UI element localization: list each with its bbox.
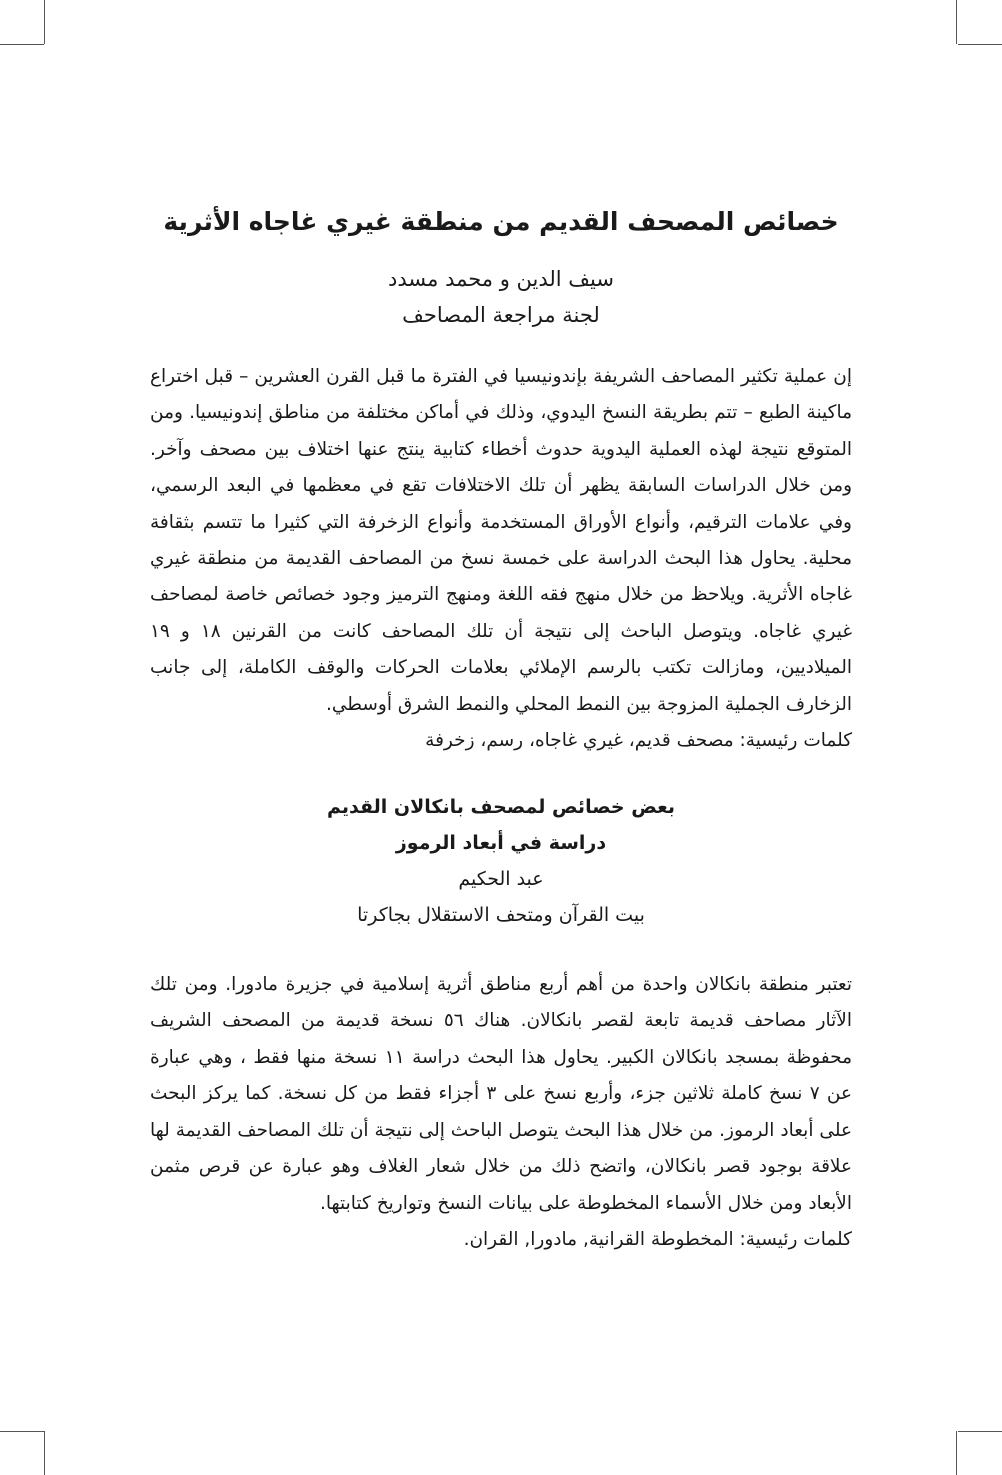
article2-affiliation: بيت القرآن ومتحف الاستقلال بجاكرتا bbox=[357, 904, 645, 927]
crop-mark-bottom-right bbox=[956, 1431, 957, 1475]
article1-byline bbox=[150, 261, 852, 333]
crop-mark-top-right bbox=[956, 0, 957, 44]
crop-mark-right-bottom bbox=[958, 1431, 1002, 1432]
article1-affiliation: لجنة مراجعة المصاحف bbox=[402, 303, 600, 327]
crop-mark-left-bottom bbox=[0, 1431, 44, 1432]
article2-author: عبد الحكيم bbox=[458, 868, 544, 891]
article1-abstract: إن عملية تكثير المصاحف الشريفة بإندونيسيا في الفترة ما قبل القرن العشرين – قبل اختراع ماكينة الطبع – تتم بطريقة النسخ اليدوي، وذلك في أماكن مختلفة من مناطق إندونيسيا. ومن المتوقع نتيجة لهذه العملية اليدوية حدوث أخطاء كتابية ينتج عنها اختلاف بين مصحف وآخر. ومن خلال الدراسات السابقة يظهر أن تلك الاختلافات تقع في معظمها في البعد الرسمي، وفي علامات الترقيم، وأنواع الأوراق المستخدمة وأنواع الزخرفة التي كثيرا ما تتسم بثقافة محلية. يحاول هذا البحث الدراسة على خمسة نسخ من المصاحف القديمة من منطقة غيري غاجاه الأثرية. ويلاحظ من خلال منهج فقه اللغة ومنهج الترميز وجود خصائص خاصة لمصاحف غيري غاجاه. ويتوصل الباحث إلى نتيجة أن تلك المصاحف كانت من القرنين ١٨ و ١٩ الميلاديين، ومازالت تكتب بالرسم الإملائي بعلامات الحركات والوقف الكاملة، إلى جانب الزخارف الجملية المزوجة بين النمط المحلي والنمط الشرق أوسطي. bbox=[150, 366, 852, 715]
crop-mark-right-top bbox=[958, 44, 1002, 45]
article1-keywords: كلمات رئيسية: مصحف قديم، غيري غاجاه، رسم، زخرفة bbox=[425, 730, 852, 752]
article1-authors: سيف الدين و محمد مسدد bbox=[388, 267, 614, 291]
article2-title: بعض خصائص لمصحف بانكالان القديم bbox=[326, 796, 676, 819]
crop-mark-left-top bbox=[0, 44, 44, 45]
page-content bbox=[150, 195, 852, 1258]
article2-header bbox=[150, 789, 852, 933]
article2-subtitle: دراسة في أبعاد الرموز bbox=[395, 832, 607, 855]
article1-title: خصائص المصحف القديم من منطقة غيري غاجاه الأثرية bbox=[163, 207, 839, 236]
crop-mark-bottom-left bbox=[44, 1431, 45, 1475]
article2-keywords: كلمات رئيسية: المخطوطة القرانية, مادورا, القران. bbox=[463, 1228, 852, 1250]
crop-mark-top-left bbox=[44, 0, 45, 44]
article2-abstract: تعتبر منطقة بانكالان واحدة من أهم أربع مناطق أثرية إسلامية في جزيرة مادورا. ومن تلك الآثار مصاحف قديمة تابعة لقصر بانكالان. هناك ٥٦ نسخة قديمة من المصحف الشريف محفوظة بمسجد بانكالان الكبير. يحاول هذا البحث دراسة ١١ نسخة منها فقط ، وهي عبارة عن ٧ نسخ كاملة ثلاثين جزء، وأربع نسخ على ٣ أجزاء فقط من كل نسخة. كما يركز البحث على أبعاد الرموز. من خلال هذا البحث يتوصل الباحث إلى نتيجة أن تلك المصاحف القديمة لها علاقة بوجود قصر بانكالان، واتضح ذلك من خلال شعار الغلاف وهو عبارة عن قرص مثمن الأبعاد ومن خلال الأسماء المخطوطة على بيانات النسخ وتواريخ كتابتها. bbox=[150, 974, 852, 1214]
